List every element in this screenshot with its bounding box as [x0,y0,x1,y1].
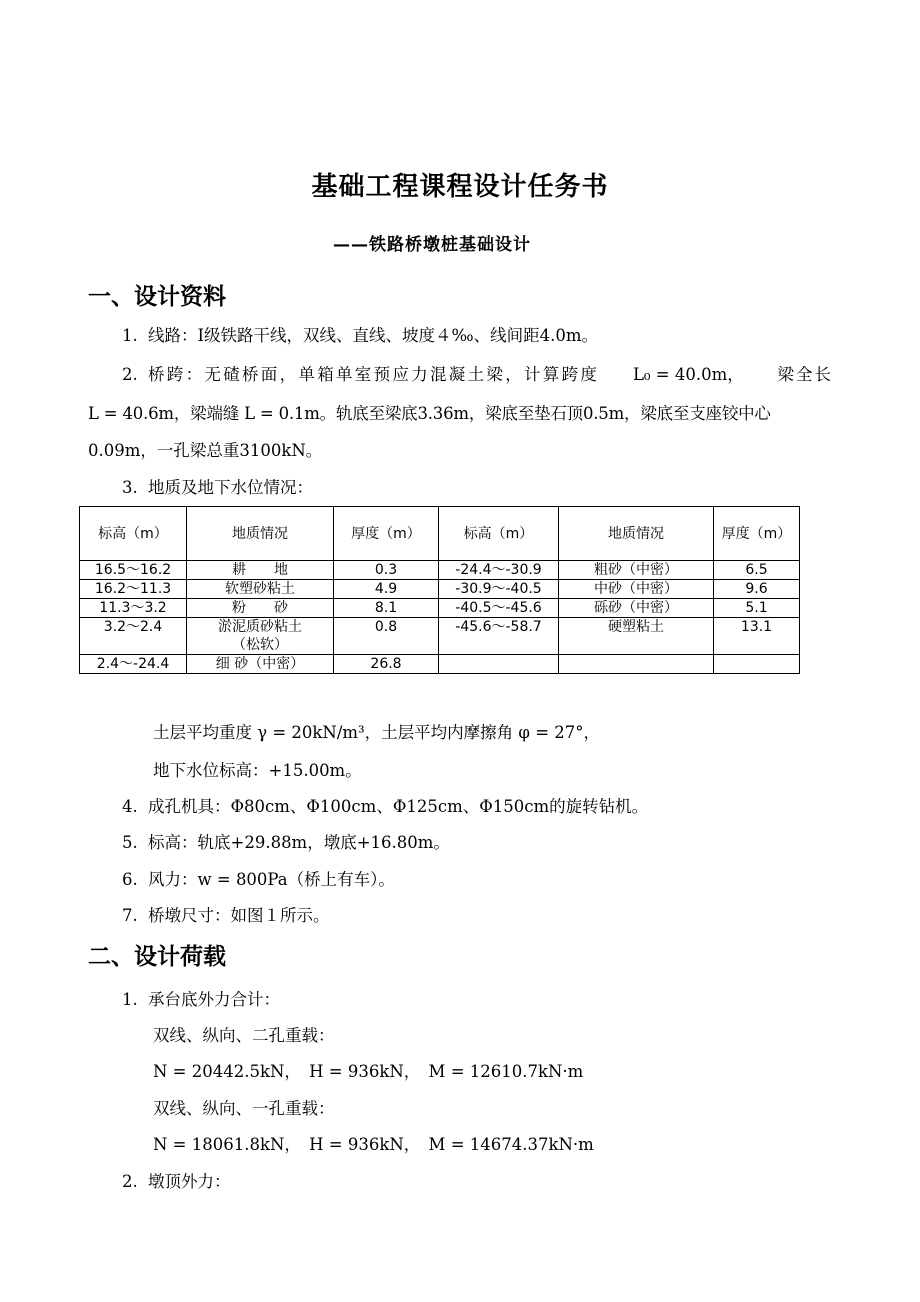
item-text: 地质及地下水位情况： [148,478,313,497]
groundwater-level: 地下水位标高：+15.00m。 [153,761,362,780]
table-cell: 8.1 [334,599,439,618]
table-cell: -24.4～-30.9 [439,561,559,580]
item-span-part-c: 梁全长 [777,365,833,384]
item-wind [122,866,395,890]
table-cell: 2.4～-24.4 [80,655,187,674]
item-span-part-b: L₀ = 40.0m， [632,365,744,384]
table-cell: -30.9～-40.5 [439,580,559,599]
item-route [122,322,598,346]
table-cell: 16.5～16.2 [80,561,187,580]
table-cell: 中砂（中密） [559,580,714,599]
table-cell: 硬塑粘土 [559,618,714,655]
table-cell [559,655,714,674]
header-cell: 地质情况 [559,507,714,561]
header-cell: 厚度（m） [714,507,800,561]
item-number: 3. [122,478,138,497]
document-subtitle: ——铁路桥墩桩基础设计 [333,235,531,255]
table-row [80,580,800,599]
item-text: 风力：w = 800Pa（桥上有车）。 [148,870,395,889]
section-heading-design-data: 一、设计资料 [88,284,226,310]
table-cell: 耕 地 [187,561,334,580]
table-cell: 软塑砂粘土 [187,580,334,599]
item-text: 桥墩尺寸：如图１所示。 [148,906,330,925]
item-geology [122,474,313,498]
item-number: 1. [122,990,138,1009]
item-text: 墩顶外力： [148,1172,231,1191]
table-cell: 粗砂（中密） [559,561,714,580]
table-row [80,561,800,580]
table-cell [439,655,559,674]
soil-parameters: 土层平均重度 γ = 20kN/m³，土层平均内摩擦角 φ = 27°， [153,723,601,742]
table-header-row [80,507,800,561]
geology-table [79,506,800,674]
table-cell: 细 砂（中密） [187,655,334,674]
table-row [80,618,800,655]
table-cell: -45.6～-58.7 [439,618,559,655]
table-cell: 11.3～3.2 [80,599,187,618]
item-text: 桥跨：无碴桥面，单箱单室预应力混凝土梁，计算跨度 [148,365,600,384]
item-pier-dimensions [122,902,330,926]
item-number: 5. [122,833,138,852]
item-span-part-a [122,361,599,385]
load-case-1-values: N = 20442.5kN， H = 936kN， M = 12610.7kN·m [153,1062,584,1081]
table-cell: 0.3 [334,561,439,580]
item-drilling-equipment [122,793,648,817]
item-number: 4. [122,797,138,816]
table-cell [714,655,800,674]
item-text: 承台底外力合计： [148,990,280,1009]
document-title: 基础工程课程设计任务书 [311,172,609,202]
table-cell: 6.5 [714,561,800,580]
header-cell: 标高（m） [439,507,559,561]
item-span-line3: 0.09m，一孔梁总重3100kN。 [88,441,323,460]
item-number: 2. [122,365,138,384]
item-span-line2: L = 40.6m，梁端缝 L = 0.1m。轨底至梁底3.36m，梁底至垫石顶0.5m，梁底至支座铰中心 [88,404,771,423]
item-pier-top-forces [122,1168,231,1192]
item-number: 1. [122,326,138,345]
item-number: 6. [122,870,138,889]
table-cell: 5.1 [714,599,800,618]
table-row [80,599,800,618]
section-heading-design-loads: 二、设计荷载 [88,944,226,970]
header-cell: 地质情况 [187,507,334,561]
load-case-1-label: 双线、纵向、二孔重载： [153,1026,335,1045]
table-cell: 粉 砂 [187,599,334,618]
item-cap-external-forces [122,986,280,1010]
item-text: 成孔机具：Φ80cm、Φ100cm、Φ125cm、Φ150cm的旋转钻机。 [148,797,649,816]
load-case-2-values: N = 18061.8kN， H = 936kN， M = 14674.37kN·m [153,1135,594,1154]
table-cell: 0.8 [334,618,439,655]
table-cell: 13.1 [714,618,800,655]
header-cell: 标高（m） [80,507,187,561]
item-text: 线路：Ⅰ级铁路干线，双线、直线、坡度４‰、线间距4.0m。 [148,326,599,345]
item-span-line1 [122,361,833,385]
item-elevation [122,829,450,853]
item-text: 标高：轨底+29.88m，墩底+16.80m。 [148,833,450,852]
table-row [80,655,800,674]
table-cell: 16.2～11.3 [80,580,187,599]
table-cell: 3.2～2.4 [80,618,187,655]
item-number: 7. [122,906,138,925]
table-cell: -40.5～-45.6 [439,599,559,618]
item-number: 2. [122,1172,138,1191]
table-cell: 淤泥质砂粘土 （松软） [187,618,334,655]
table-cell: 26.8 [334,655,439,674]
load-case-2-label: 双线、纵向、一孔重载： [153,1099,335,1118]
table-cell: 9.6 [714,580,800,599]
header-cell: 厚度（m） [334,507,439,561]
table-cell: 4.9 [334,580,439,599]
table-cell: 砾砂（中密） [559,599,714,618]
